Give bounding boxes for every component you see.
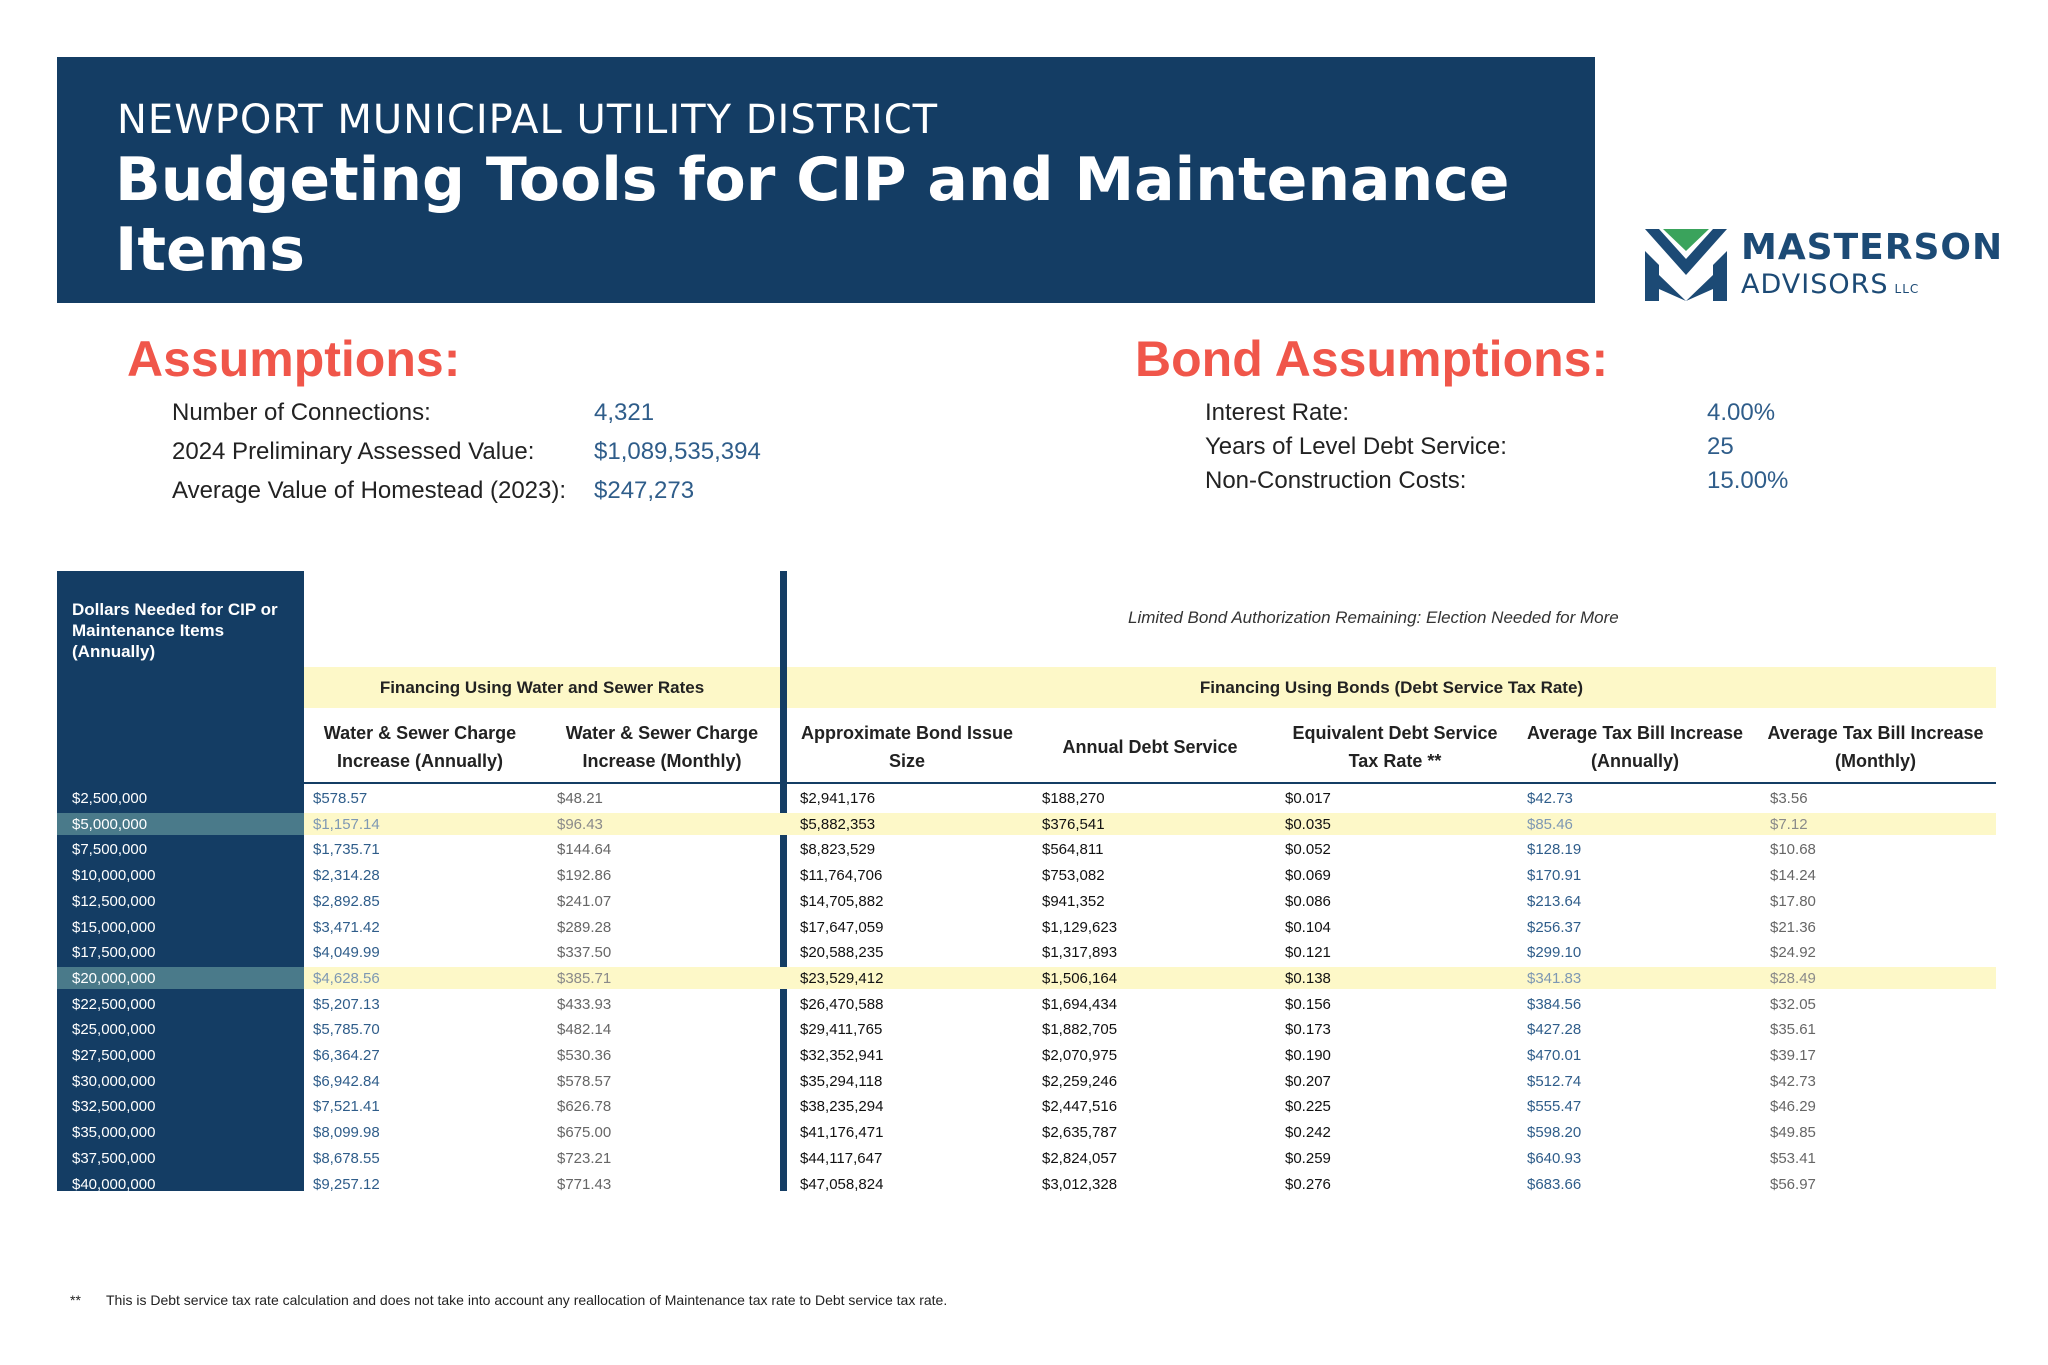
table-cell: $24.92 (1770, 944, 1816, 962)
table-cell: $2,941,176 (800, 790, 876, 807)
table-cell: $1,694,434 (1042, 995, 1118, 1013)
table-cell: $14,705,882 (800, 892, 884, 910)
amount-cell: $7,500,000 (72, 841, 148, 859)
assumption-value: 4,321 (594, 399, 655, 426)
table-cell: $2,259,246 (1042, 1072, 1118, 1090)
table-cell: $0.035 (1285, 815, 1331, 833)
table-cell: $1,157.14 (313, 815, 380, 833)
table-cell: $578.57 (313, 790, 368, 807)
table-cell: $512.74 (1527, 1072, 1582, 1090)
assumptions-title: Assumptions: (127, 331, 461, 387)
logo-suffix: LLC (1894, 282, 1920, 296)
table-cell: $32.05 (1770, 995, 1816, 1013)
column-header: Approximate Bond Issue Size (800, 723, 1014, 771)
table-cell: $213.64 (1527, 892, 1582, 910)
amount-cell: $27,500,000 (72, 1047, 156, 1064)
bond-authorization-note: Limited Bond Authorization Remaining: Election Needed for More (1128, 608, 1619, 627)
table-cell: $20,588,235 (800, 944, 884, 962)
table-cell: $2,824,057 (1042, 1149, 1118, 1167)
table-cell: $32,352,941 (800, 1047, 884, 1064)
table-cell: $4,049.99 (313, 944, 380, 962)
table-cell: $0.138 (1285, 969, 1331, 987)
table-cell: $598.20 (1527, 1124, 1582, 1142)
table-cell: $35.61 (1770, 1021, 1816, 1039)
table-cell: $2,447,516 (1042, 1098, 1118, 1116)
table-cell: $8,823,529 (800, 841, 876, 859)
district-name: NEWPORT MUNICIPAL UTILITY DISTRICT (117, 97, 939, 143)
footnote-text: This is Debt service tax rate calculation and does not take into account any reallocation of Maintenance tax rate to Debt service tax rate. (106, 1292, 948, 1308)
table-cell: $2,892.85 (313, 892, 380, 910)
table-cell: $0.207 (1285, 1072, 1331, 1090)
table-cell: $10.68 (1770, 841, 1816, 859)
bond-section-divider (780, 571, 787, 1191)
column-header: Average Tax Bill Increase (Annually) (1526, 723, 1744, 771)
amount-cell: $37,500,000 (72, 1149, 156, 1167)
table-cell: $385.71 (557, 969, 612, 987)
table-cell: $376,541 (1042, 815, 1105, 833)
table-cell: $9,257.12 (313, 1175, 380, 1193)
table-cell: $144.64 (557, 841, 612, 859)
table-cell: $0.259 (1285, 1149, 1331, 1167)
table-cell: $23,529,412 (800, 969, 884, 987)
table-cell: $675.00 (557, 1124, 612, 1142)
table-cell: $53.41 (1770, 1149, 1816, 1167)
footnote (70, 1292, 947, 1308)
amount-cell: $12,500,000 (72, 892, 156, 910)
table-cell: $8,678.55 (313, 1149, 380, 1167)
table-cell: $578.57 (557, 1072, 612, 1090)
table-cell: $0.086 (1285, 892, 1331, 910)
table-cell: $470.01 (1527, 1047, 1582, 1064)
footnote-marker: ** (70, 1292, 81, 1308)
table-cell: $341.83 (1527, 969, 1582, 987)
table-cell: $482.14 (557, 1021, 612, 1039)
assumption-label: 2024 Preliminary Assessed Value: (172, 438, 535, 465)
table-cell: $1,129,623 (1042, 918, 1118, 936)
table-cell: $17.80 (1770, 892, 1816, 910)
table-cell: $44,117,647 (800, 1149, 883, 1167)
amount-cell: $25,000,000 (72, 1021, 156, 1039)
table-cell: $11,764,706 (800, 867, 883, 885)
table-cell: $0.069 (1285, 867, 1331, 885)
table-cell: $6,364.27 (313, 1047, 380, 1064)
table-cell: $3,471.42 (313, 918, 380, 936)
table-cell: $96.43 (557, 815, 603, 833)
table-cell: $941,352 (1042, 892, 1105, 910)
table-cell: $337.50 (557, 944, 612, 962)
table-cell: $38,235,294 (800, 1098, 884, 1116)
table-cell: $21.36 (1770, 918, 1816, 936)
masterson-logo-mark-icon (1645, 229, 1727, 301)
assumption-value: $247,273 (594, 477, 695, 504)
table-cell: $3,012,328 (1042, 1175, 1118, 1193)
table-cell: $8,099.98 (313, 1124, 380, 1142)
page-title: Budgeting Tools for CIP and Maintenance Items (115, 145, 1510, 285)
table-cell: $2,070,975 (1042, 1047, 1118, 1064)
table-cell: $0.242 (1285, 1124, 1331, 1142)
table-cell: $56.97 (1770, 1175, 1816, 1193)
assumption-label: Average Value of Homestead (2023): (172, 477, 567, 504)
table-cell: $192.86 (557, 867, 612, 885)
table-cell: $0.173 (1285, 1021, 1331, 1039)
bond-assumption-label: Non-Construction Costs: (1205, 467, 1467, 494)
bond-assumption-value: 4.00% (1707, 399, 1776, 426)
table-cell: $42.73 (1770, 1072, 1816, 1090)
table-cell: $0.225 (1285, 1098, 1331, 1116)
amount-cell: $15,000,000 (72, 918, 156, 936)
table-cell: $3.56 (1770, 790, 1808, 807)
table-cell: $46.29 (1770, 1098, 1816, 1116)
amount-cell: $30,000,000 (72, 1072, 156, 1090)
table-cell: $42.73 (1527, 790, 1573, 807)
table-cell: $47,058,824 (800, 1175, 884, 1193)
table-cell: $0.017 (1285, 790, 1331, 807)
amount-cell: $10,000,000 (72, 867, 156, 885)
table-cell: $6,942.84 (313, 1072, 380, 1090)
table-cell: $1,317,893 (1042, 944, 1118, 962)
title-banner (57, 57, 1595, 303)
table-cell: $5,207.13 (313, 995, 380, 1013)
amount-column-header: Dollars Needed for CIP or Maintenance Items (Annually) (72, 600, 278, 661)
table-cell: $2,314.28 (313, 867, 380, 885)
table-cell: $384.56 (1527, 995, 1582, 1013)
table-cell: $28.49 (1770, 969, 1816, 987)
rates-group-label: Financing Using Water and Sewer Rates (379, 678, 705, 697)
table-cell: $433.93 (557, 995, 612, 1013)
table-cell: $5,882,353 (800, 815, 876, 833)
bond-assumption-value: 15.00% (1707, 467, 1789, 494)
table-cell: $5,785.70 (313, 1021, 380, 1039)
table-cell: $555.47 (1527, 1098, 1582, 1116)
table-cell: $0.052 (1285, 841, 1331, 859)
table-cell: $41,176,471 (800, 1124, 884, 1142)
table-cell: $2,635,787 (1042, 1124, 1118, 1142)
table-cell: $1,735.71 (313, 841, 380, 859)
table-cell: $241.07 (557, 892, 612, 910)
masterson-logo (1645, 225, 2004, 305)
amount-cell: $32,500,000 (72, 1098, 156, 1116)
bond-assumption-label: Interest Rate: (1205, 399, 1350, 426)
amount-cell: $17,500,000 (72, 944, 156, 962)
table-cell: $723.21 (557, 1149, 612, 1167)
table-cell: $29,411,765 (800, 1021, 883, 1039)
table-cell: $4,628.56 (313, 969, 380, 987)
bond-assumption-value: 25 (1707, 433, 1734, 460)
bonds-group-label: Financing Using Bonds (Debt Service Tax Rate) (1199, 678, 1584, 697)
table-cell: $128.19 (1527, 841, 1582, 859)
column-header: Water & Sewer Charge Increase (Annually) (323, 723, 517, 771)
assumption-label: Number of Connections: (172, 399, 431, 426)
table-cell: $0.156 (1285, 995, 1331, 1013)
amount-cell: $5,000,000 (72, 815, 148, 833)
table-cell: $7.12 (1770, 815, 1808, 833)
table-cell: $0.190 (1285, 1047, 1331, 1064)
table-cell: $256.37 (1527, 918, 1582, 936)
table-cell: $0.121 (1285, 944, 1331, 962)
table-cell: $299.10 (1527, 944, 1582, 962)
table-cell: $39.17 (1770, 1047, 1816, 1064)
table-cell: $683.66 (1527, 1175, 1582, 1193)
table-cell: $0.104 (1285, 918, 1331, 936)
logo-subwordmark: ADVISORS LLC (1741, 269, 1920, 300)
amount-cell: $20,000,000 (72, 969, 156, 987)
column-header: Annual Debt Service (1062, 737, 1238, 757)
table-cell: $14.24 (1770, 867, 1816, 885)
table-cell: $753,082 (1042, 867, 1105, 885)
table-cell: $1,506,164 (1042, 969, 1118, 987)
table-cell: $1,882,705 (1042, 1021, 1118, 1039)
table-cell: $188,270 (1042, 790, 1105, 807)
amount-cell: $40,000,000 (72, 1175, 156, 1193)
amount-cell: $2,500,000 (72, 790, 148, 807)
table-cell: $564,811 (1042, 841, 1104, 859)
table-cell: $626.78 (557, 1098, 612, 1116)
column-header: Equivalent Debt Service Tax Rate ** (1292, 723, 1498, 771)
column-header: Average Tax Bill Increase (Monthly) (1767, 723, 1984, 771)
table-cell: $49.85 (1770, 1124, 1816, 1142)
table-cell: $48.21 (557, 790, 603, 807)
table-cell: $17,647,059 (800, 918, 884, 936)
bond-assumptions-title: Bond Assumptions: (1135, 331, 1609, 387)
table-cell: $35,294,118 (800, 1072, 883, 1090)
table-cell: $0.276 (1285, 1175, 1331, 1193)
table-cell: $7,521.41 (313, 1098, 380, 1116)
column-header: Water & Sewer Charge Increase (Monthly) (565, 723, 759, 771)
table-cell: $427.28 (1527, 1021, 1582, 1039)
amount-cell: $22,500,000 (72, 995, 156, 1013)
amount-cell: $35,000,000 (72, 1124, 156, 1142)
table-cell: $530.36 (557, 1047, 612, 1064)
table-cell: $640.93 (1527, 1149, 1582, 1167)
table-cell: $26,470,588 (800, 995, 884, 1013)
table-cell: $289.28 (557, 918, 612, 936)
logo-wordmark: MASTERSON (1741, 227, 2004, 268)
header-rule (304, 782, 1996, 784)
assumption-value: $1,089,535,394 (594, 438, 761, 465)
bond-assumption-label: Years of Level Debt Service: (1205, 433, 1507, 460)
table-cell: $85.46 (1527, 815, 1573, 833)
table-cell: $170.91 (1527, 867, 1582, 885)
table-cell: $771.43 (557, 1175, 612, 1193)
